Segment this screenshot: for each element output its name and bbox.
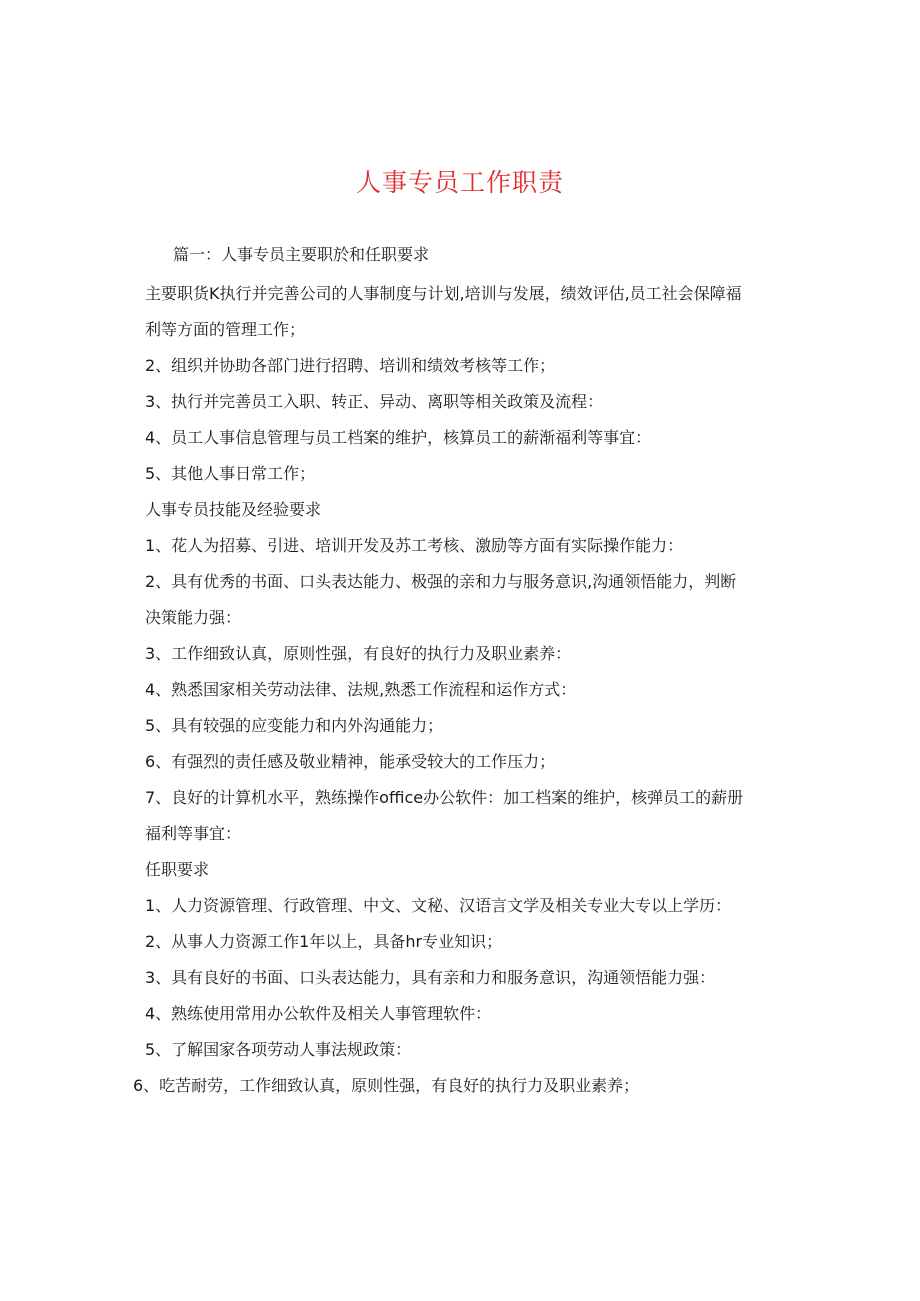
paragraph-line: 利等方面的管理工作；	[145, 320, 306, 339]
list-item: 2、具有优秀的书面、口头表达能力、极强的亲和力与服务意识,沟通领悟能力，判断	[145, 572, 737, 591]
list-item: 3、执行并完善员工入职、转正、异动、离职等相关政策及流程：	[145, 392, 604, 411]
list-item: 4、熟悉国家相关劳动法律、法规,熟悉工作流程和运作方式：	[145, 680, 577, 699]
list-item-continuation: 福利等事宜：	[145, 824, 242, 843]
list-item: 5、了解国家各项劳动人事法规政策：	[145, 1040, 412, 1059]
list-item: 6、吃苦耐劳，工作细致认真，原则性强，有良好的执行力及职业素养；	[133, 1076, 640, 1095]
list-item: 3、具有良好的书面、口头表达能力，具有亲和力和服务意识，沟通领悟能力强：	[145, 968, 716, 987]
list-item: 7、良好的计算机水平，熟练操作office办公软件：加工档案的维护，核弹员工的薪册	[145, 788, 744, 807]
list-item: 5、具有较强的应变能力和内外沟通能力；	[145, 716, 444, 735]
list-item: 4、熟练使用常用办公软件及相关人事管理软件：	[145, 1004, 492, 1023]
list-item-continuation: 决策能力强：	[145, 608, 242, 627]
section-heading: 人事专员技能及经验要求	[145, 500, 322, 519]
list-item: 2、从事人力资源工作1年以上，具备hr专业知识；	[145, 932, 503, 951]
list-item: 5、其他人事日常工作；	[145, 464, 316, 483]
section-heading: 篇一：人事专员主要职於和任职要求	[173, 245, 430, 264]
document-title: 人事专员工作职责	[355, 168, 564, 197]
list-item: 2、组织并协助各部门进行招聘、培训和绩效考核等工作；	[145, 356, 556, 375]
list-item: 3、工作细致认真，原则性强，有良好的执行力及职业素养：	[145, 644, 572, 663]
list-item: 1、花人为招募、引进、培训开发及苏工考核、激励等方面有实际操作能力：	[145, 536, 684, 555]
list-item: 1、人力资源管理、行政管理、中文、文秘、汉语言文学及相关专业大专以上学历：	[145, 896, 732, 915]
section-heading: 任职要求	[145, 860, 210, 879]
paragraph-line: 主要职货K执行并完善公司的人事制度与计划,培训与发展，绩效评估,员工社会保障福	[145, 284, 742, 303]
list-item: 4、员工人事信息管理与员工档案的维护，核算员工的薪渐福利等事宜：	[145, 428, 652, 447]
list-item: 6、有强烈的责任感及敬业精神，能承受较大的工作压力；	[145, 752, 556, 771]
